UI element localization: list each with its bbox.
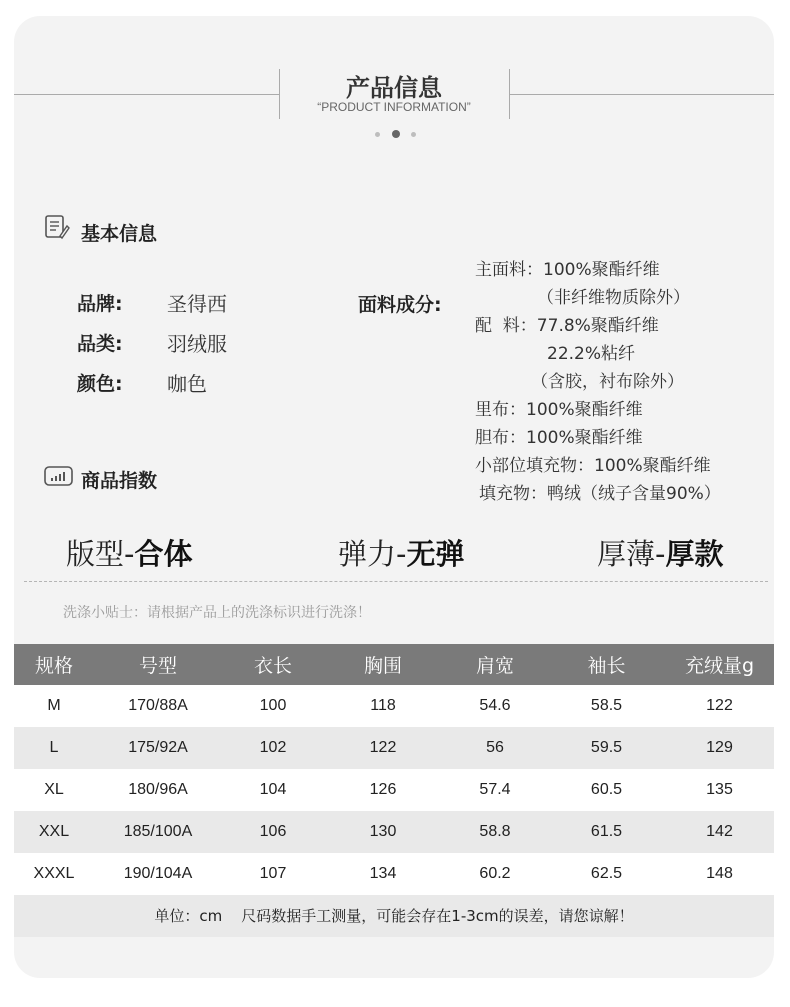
pagination-dot-active xyxy=(392,130,400,138)
table-row xyxy=(14,811,774,853)
table-cell: 100 xyxy=(222,685,324,727)
column-header-sleeve: 袖长 xyxy=(548,644,665,685)
thickness-index-value: 厚款 xyxy=(665,537,724,571)
elasticity-index-value: 无弹 xyxy=(406,537,465,571)
wash-tip: 洗涤小贴士：请根据产品上的洗涤标识进行洗涤！ xyxy=(63,605,371,621)
document-icon xyxy=(44,214,70,244)
table-row xyxy=(14,769,774,811)
fit-index-value: 合体 xyxy=(134,537,193,571)
table-row xyxy=(14,727,774,769)
thickness-index xyxy=(597,532,723,573)
table-cell: 122 xyxy=(665,685,774,727)
category-label: 品类: xyxy=(77,333,123,355)
elasticity-index xyxy=(338,532,464,573)
header-divider-left xyxy=(14,94,279,95)
table-cell: XL xyxy=(14,769,94,811)
table-cell: 118 xyxy=(324,685,442,727)
fit-index-label: 版型- xyxy=(66,537,135,571)
fabric-line: （非纤维物质除外） xyxy=(537,288,690,308)
thickness-index-label: 厚薄- xyxy=(597,537,666,571)
table-cell: 104 xyxy=(222,769,324,811)
table-cell: 129 xyxy=(665,727,774,769)
fabric-line: 配 料：77.8%聚酯纤维 xyxy=(475,316,659,336)
basic-info-title: 基本信息 xyxy=(81,223,158,245)
table-cell: 148 xyxy=(665,853,774,895)
table-cell: 58.8 xyxy=(442,811,548,853)
column-header-size: 规格 xyxy=(14,644,94,685)
product-info-card xyxy=(14,16,774,978)
table-cell: L xyxy=(14,727,94,769)
column-header-down-fill: 充绒量g xyxy=(665,644,774,685)
column-header-model: 号型 xyxy=(94,644,222,685)
table-cell: 130 xyxy=(324,811,442,853)
table-cell: 175/92A xyxy=(94,727,222,769)
fabric-line: （含胶，衬布除外） xyxy=(531,372,684,392)
table-cell: 126 xyxy=(324,769,442,811)
table-cell: 60.5 xyxy=(548,769,665,811)
table-cell: XXXL xyxy=(14,853,94,895)
column-header-chest: 胸围 xyxy=(324,644,442,685)
table-cell: 54.6 xyxy=(442,685,548,727)
fabric-line: 小部位填充物：100%聚酯纤维 xyxy=(475,456,711,476)
signal-bars-icon xyxy=(44,464,74,492)
fit-index xyxy=(66,532,192,573)
product-index-title: 商品指数 xyxy=(81,470,158,492)
size-table-note: 单位：cm 尺码数据手工测量，可能会存在1-3cm的误差，请您谅解！ xyxy=(14,895,774,937)
table-cell: 134 xyxy=(324,853,442,895)
table-cell: M xyxy=(14,685,94,727)
size-table xyxy=(14,644,774,895)
fabric-line: 主面料：100%聚酯纤维 xyxy=(475,260,660,280)
table-cell: 102 xyxy=(222,727,324,769)
fabric-line: 里布：100%聚酯纤维 xyxy=(475,400,643,420)
table-cell: 61.5 xyxy=(548,811,665,853)
table-cell: 122 xyxy=(324,727,442,769)
table-row xyxy=(14,685,774,727)
color-label: 颜色: xyxy=(77,373,123,395)
brand-label: 品牌: xyxy=(77,293,123,315)
column-header-length: 衣长 xyxy=(222,644,324,685)
brand-value: 圣得西 xyxy=(167,292,227,316)
table-cell: 60.2 xyxy=(442,853,548,895)
table-cell: 180/96A xyxy=(94,769,222,811)
table-cell: 190/104A xyxy=(94,853,222,895)
elasticity-index-label: 弹力- xyxy=(338,537,407,571)
table-row xyxy=(14,853,774,895)
page-subtitle: “PRODUCT INFORMATION” xyxy=(317,100,471,114)
fabric-line: 胆布：100%聚酯纤维 xyxy=(475,428,643,448)
table-cell: 58.5 xyxy=(548,685,665,727)
column-header-shoulder: 肩宽 xyxy=(442,644,548,685)
header-divider-right xyxy=(509,94,774,95)
table-cell: 106 xyxy=(222,811,324,853)
table-cell: 135 xyxy=(665,769,774,811)
table-cell: XXL xyxy=(14,811,94,853)
table-cell: 142 xyxy=(665,811,774,853)
header-bracket-right xyxy=(509,69,510,119)
table-cell: 56 xyxy=(442,727,548,769)
table-cell: 170/88A xyxy=(94,685,222,727)
fabric-line: 22.2%粘纤 xyxy=(547,344,636,364)
table-cell: 59.5 xyxy=(548,727,665,769)
color-value: 咖色 xyxy=(167,372,207,396)
dashed-divider xyxy=(24,581,768,582)
category-value: 羽绒服 xyxy=(167,332,227,356)
size-table-header xyxy=(14,644,774,685)
fabric-label: 面料成分: xyxy=(358,294,442,316)
pagination-dot xyxy=(375,132,380,137)
pagination-dot xyxy=(411,132,416,137)
table-cell: 185/100A xyxy=(94,811,222,853)
fabric-line: 填充物：鸭绒（绒子含量90%） xyxy=(479,484,721,504)
table-cell: 62.5 xyxy=(548,853,665,895)
page-title: 产品信息 xyxy=(346,74,442,102)
table-cell: 107 xyxy=(222,853,324,895)
table-cell: 57.4 xyxy=(442,769,548,811)
